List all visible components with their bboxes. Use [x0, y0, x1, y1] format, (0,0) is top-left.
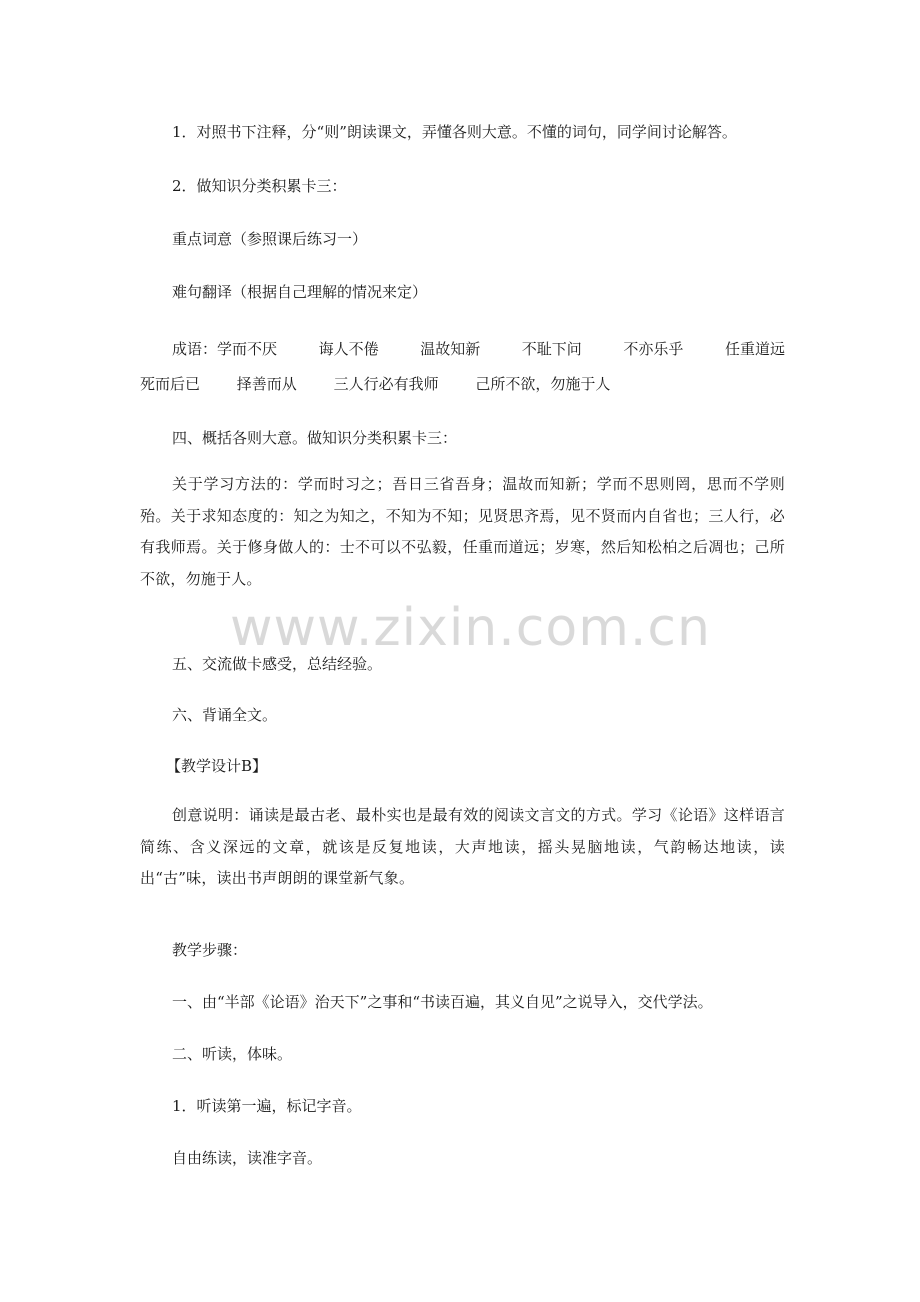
paragraph-free-practice: 自由练读，读准字音。	[172, 1149, 323, 1167]
watermark-text: www.zixin.com.cn	[230, 598, 711, 658]
paragraph-step-2: 2．做知识分类积累卡三：	[172, 177, 347, 195]
idiom: 任重道远	[724, 340, 785, 358]
heading-listen: 二、听读，体味。	[172, 1045, 293, 1063]
paragraph-difficult-sentences: 难句翻译（根据自己理解的情况来定）	[172, 283, 428, 301]
paragraph-key-words: 重点词意（参照课后练习一）	[172, 230, 368, 248]
idiom: 诲人不倦	[318, 340, 379, 358]
idiom: 学而不厌	[217, 340, 278, 358]
idioms-line-1	[140, 332, 785, 367]
idiom: 择善而从	[236, 375, 297, 393]
heading-section-6: 六、背诵全文。	[172, 706, 278, 724]
idiom: 不亦乐乎	[623, 340, 684, 358]
heading-design-b: 【教学设计B】	[166, 757, 268, 775]
idiom: 己所不欲，勿施于人	[475, 375, 611, 393]
paragraph-listen-1: 1．听读第一遍，标记字音。	[172, 1097, 362, 1115]
idiom: 不耻下问	[521, 340, 582, 358]
idioms-line-2	[140, 367, 785, 402]
paragraph-summary-text: 关于学习方法的：学而时习之；吾日三省吾身；温故而知新；学而不思则罔，思而不学则殆。关于求知态度的：知之为知之，不知为不知；见贤思齐焉，见不贤而内自省也；三人行，必有我师焉。关于修身做人的：士不可以不弘毅，任重而道远；岁寒，然后知松柏之后凋也；己所不欲，勿施于人。	[140, 475, 785, 588]
heading-section-5: 五、交流做卡感受，总结经验。	[172, 655, 383, 673]
paragraph-creative-note	[140, 800, 785, 900]
paragraph-creative-note-text: 创意说明：诵读是最古老、最朴实也是最有效的阅读文言文的方式。学习《论语》这样语言简练、含义深远的文章，就该是反复地读，大声地读，摇头晃脑地读，气韵畅达地读，读出“古”味，读出书声朗朗的课堂新气象。	[140, 806, 785, 887]
idiom: 温故知新	[420, 340, 481, 358]
paragraph-step-1: 1．对照书下注释，分“则”朗读课文，弄懂各则大意。不懂的词句，同学间讨论解答。	[172, 123, 737, 141]
heading-teaching-steps: 教学步骤：	[172, 941, 248, 959]
idioms-label: 成语：	[172, 340, 218, 358]
idioms-paragraph	[140, 332, 785, 402]
heading-section-4: 四、概括各则大意。做知识分类积累卡三：	[172, 429, 458, 447]
paragraph-summary	[140, 469, 785, 599]
idiom: 三人行必有我师	[333, 375, 439, 393]
paragraph-step-intro: 一、由“半部《论语》治天下”之事和“书读百遍，其义自见”之说导入，交代学法。	[172, 993, 713, 1011]
idiom: 死而后已	[140, 375, 201, 393]
